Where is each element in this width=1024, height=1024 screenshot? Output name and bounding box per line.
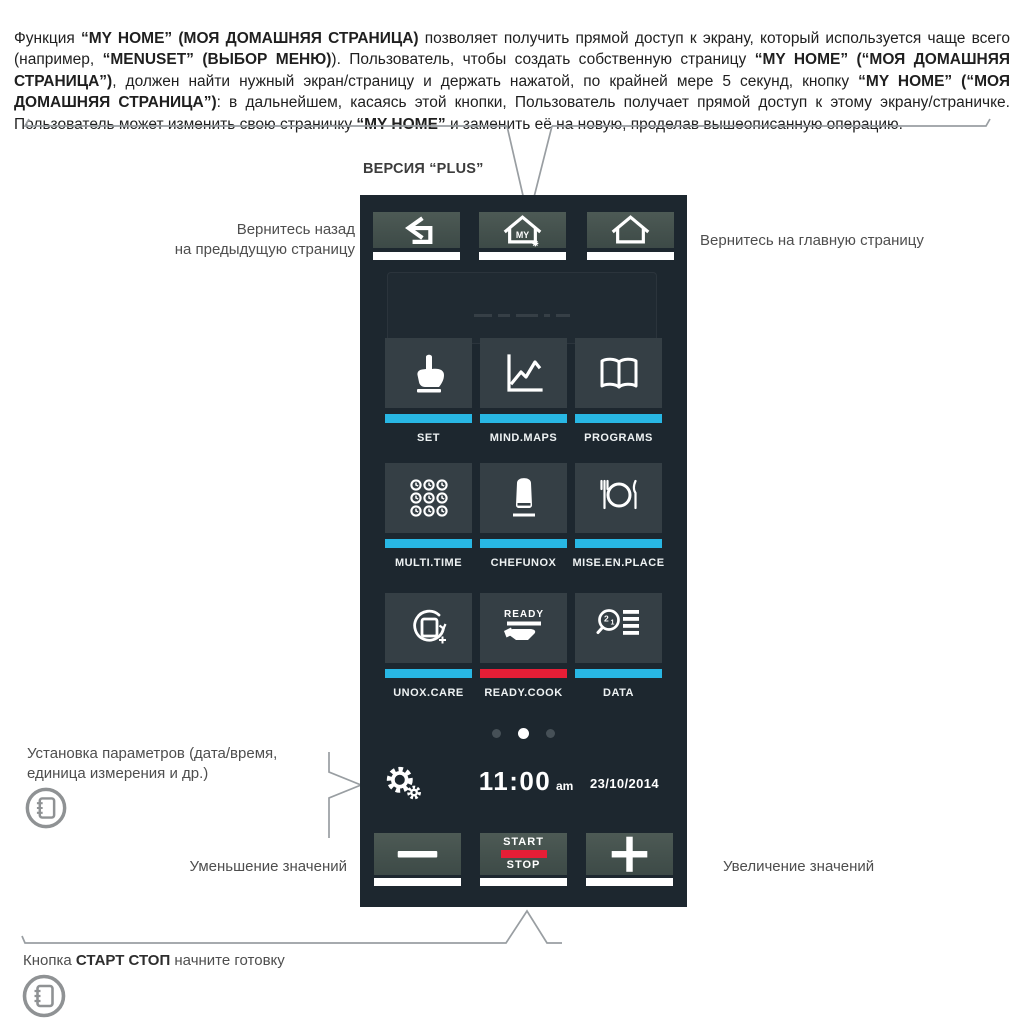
chef-hat-icon <box>500 474 548 522</box>
refresh-square-icon <box>405 604 453 652</box>
manual-booklet-icon <box>24 786 68 830</box>
oven-touchscreen <box>360 195 687 907</box>
back-button-underline <box>373 252 460 260</box>
settings-pointer-bracket <box>329 752 361 838</box>
magnifier-list-icon <box>595 604 643 652</box>
clock-meridiem: am <box>556 779 574 793</box>
tile-label: READY.COOK <box>484 687 563 699</box>
start-label: START <box>503 836 544 848</box>
tile-label: MIND.MAPS <box>489 432 558 444</box>
tile-bar <box>480 539 567 548</box>
settings-gear-icon[interactable] <box>384 765 424 801</box>
intro-paragraph: Функция “MY HOME” (МОЯ ДОМАШНЯЯ СТРАНИЦА) позволяет получить прямой доступ к экрану, который используется чаще всего (например, “MENUSET” (ВЫБОР МЕНЮ)). Пользователь, чтобы создать собственную страницу “MY HOME” (“МОЯ ДОМАШНЯЯ СТРАНИЦА”), должен найти нужный экран/страницу и держать нажатой, по крайней мере 5 секунд, кнопку “MY HOME” (“МОЯ ДОМАШНЯЯ СТРАНИЦА”): в дальнейшем, касаясь этой кнопки, Пользователь получает прямой доступ к этому экрану/страничке. Пользователь может изменить свою страничку “MY HOME” и заменить её на новую, проделав вышеописанную операцию. <box>14 29 1010 133</box>
tile-chefunox[interactable] <box>480 463 567 569</box>
svg-text:MY: MY <box>515 229 530 240</box>
start-stop-button[interactable] <box>480 833 567 875</box>
pager-dot-2-active[interactable] <box>518 728 529 739</box>
back-button[interactable] <box>373 212 460 248</box>
tile-label: SET <box>417 432 440 444</box>
tile-label: UNOX.CARE <box>393 687 464 699</box>
set-hand-icon <box>405 349 453 397</box>
pager-dots <box>360 728 687 739</box>
tile-bar <box>385 414 472 423</box>
my-home-button-underline <box>479 252 566 260</box>
plus-icon <box>586 833 673 875</box>
home-icon <box>587 212 674 248</box>
tile-bar <box>385 669 472 678</box>
chart-icon <box>500 349 548 397</box>
multi-clocks-icon <box>405 474 453 522</box>
back-arrow-icon <box>373 212 460 248</box>
tile-set[interactable] <box>385 338 472 444</box>
minus-icon <box>374 833 461 875</box>
my-home-icon <box>479 212 566 248</box>
home-button-underline <box>587 252 674 260</box>
tile-data[interactable] <box>575 593 662 699</box>
tile-bar <box>480 414 567 423</box>
ready-hand-tray-icon <box>500 604 548 652</box>
increase-button-underline <box>586 878 673 886</box>
tile-mind-maps[interactable] <box>480 338 567 444</box>
tile-label: DATA <box>603 687 634 699</box>
tile-bar <box>575 539 662 548</box>
caption-back: Вернитесь назад на предыдущую страницу <box>174 221 355 259</box>
tile-unox-care[interactable] <box>385 593 472 699</box>
tile-bar <box>575 414 662 423</box>
tile-label: MISE.EN.PLACE <box>572 557 665 569</box>
stop-label: STOP <box>506 859 541 871</box>
caption-startstop: Кнопка СТАРТ СТОП начните готовку <box>23 952 285 969</box>
increase-button[interactable] <box>586 833 673 875</box>
tile-multi-time[interactable] <box>385 463 472 569</box>
ghost-panel <box>387 272 657 344</box>
decrease-button-underline <box>374 878 461 886</box>
caption-decrease: Уменьшение значений <box>189 858 347 875</box>
open-book-icon <box>595 349 643 397</box>
tile-label: PROGRAMS <box>584 432 653 444</box>
tile-bar <box>480 669 567 678</box>
caption-home: Вернитесь на главную страницу <box>700 232 924 249</box>
caption-settings: Установка параметров (дата/время, единица измерения и др.) <box>27 745 278 783</box>
caption-increase: Увеличение значений <box>723 858 875 875</box>
my-home-star <box>532 240 538 246</box>
tile-label: CHEFUNOX <box>490 557 557 569</box>
plate-cutlery-icon <box>595 474 643 522</box>
tile-programs[interactable] <box>575 338 662 444</box>
home-button[interactable] <box>587 212 674 248</box>
manual-booklet-icon <box>21 973 67 1019</box>
version-label: ВЕРСИЯ “PLUS” <box>363 161 484 177</box>
tile-bar <box>575 669 662 678</box>
decrease-button[interactable] <box>374 833 461 875</box>
clock-time: 11:00 <box>478 766 552 796</box>
svg-text:1: 1 <box>610 619 614 627</box>
start-stop-red-bar <box>501 850 547 858</box>
svg-text:READY: READY <box>503 609 544 620</box>
start-stop-button-underline <box>480 878 567 886</box>
pager-dot-1[interactable] <box>492 729 501 738</box>
tile-label: MULTI.TIME <box>394 557 463 569</box>
tile-bar <box>385 539 472 548</box>
tile-ready-cook[interactable] <box>480 593 567 699</box>
pager-dot-3[interactable] <box>546 729 555 738</box>
tile-mise-en-place[interactable] <box>572 463 665 569</box>
bottom-rule-caret <box>22 911 562 943</box>
svg-text:2: 2 <box>603 613 609 624</box>
date-display: 23/10/2014 <box>590 776 660 791</box>
my-home-button[interactable] <box>479 212 566 248</box>
